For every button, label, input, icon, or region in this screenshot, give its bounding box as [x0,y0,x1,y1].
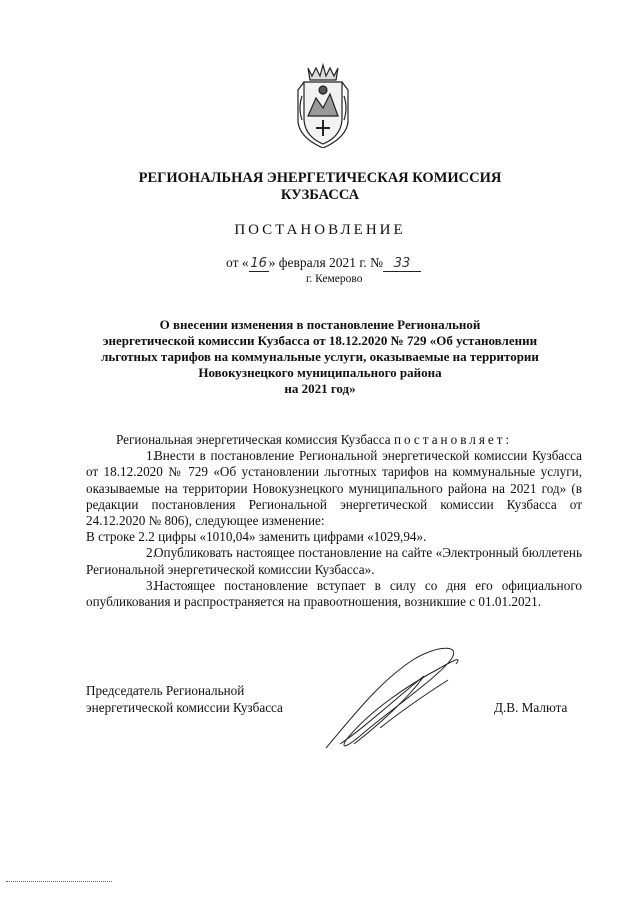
signatory-position: Председатель Региональной энергетической комиссии Кузбасса [86,683,283,715]
handwritten-day: 16 [250,256,267,271]
title-line: на 2021 год» [284,381,356,396]
item-2: 2.Опубликовать настоящее постановление на сайте «Электронный бюллетень Региональной энергетической комиссии Кузбасса». [86,545,582,577]
organization-name-region: КУЗБАССА [280,187,360,203]
change-line: В строке 2.2 цифры «1010,04» заменить цифрами «1029,94». [86,529,427,545]
handwritten-number: 33 [383,256,421,272]
coat-of-arms-icon [294,62,352,148]
signatory-name: Д.В. Малюта [494,700,568,715]
footer-divider [6,881,112,882]
item-3: 3.Настоящее постановление вступает в силу со дня его официального опубликования и распространяется на правоотношения, возникшие с 01.01.2021. [86,577,582,610]
title-line: О внесении изменения в постановление Региональной [159,317,481,332]
title-line: энергетической комиссии Кузбасса от 18.12.2020 № 729 «Об установлении [102,333,538,348]
document-type: ПОСТАНОВЛЕНИЕ [234,222,406,238]
date-line: от « 16 » февраля 2021 г. № 33 [226,255,421,272]
intro-paragraph: Региональная энергетическая комиссия Кузбасса постановляет: [116,432,513,447]
item-1: 1.Внести в постановление Региональной энергетической комиссии Кузбасса от 18.12.2020 № 729 «Об установлении льготных тарифов на коммунальные услуги, оказываемые на территории Новокузнецкого муниципального района на 2021 год» (в редакции постановления Региональной энергетической комиссии Кузбасса от 24.12.2020 № 806), следующее изменение: [86,448,582,529]
organization-name: РЕГИОНАЛЬНАЯ ЭНЕРГЕТИЧЕСКАЯ КОМИССИЯ [138,170,502,186]
handwritten-signature [320,640,470,760]
title-line: Новокузнецкого муниципального района [198,365,442,380]
document-title [60,317,580,397]
title-line: льготных тарифов на коммунальные услуги, оказываемые на территории [101,349,539,364]
city: г. Кемерово [306,273,363,285]
document-body [86,432,582,610]
